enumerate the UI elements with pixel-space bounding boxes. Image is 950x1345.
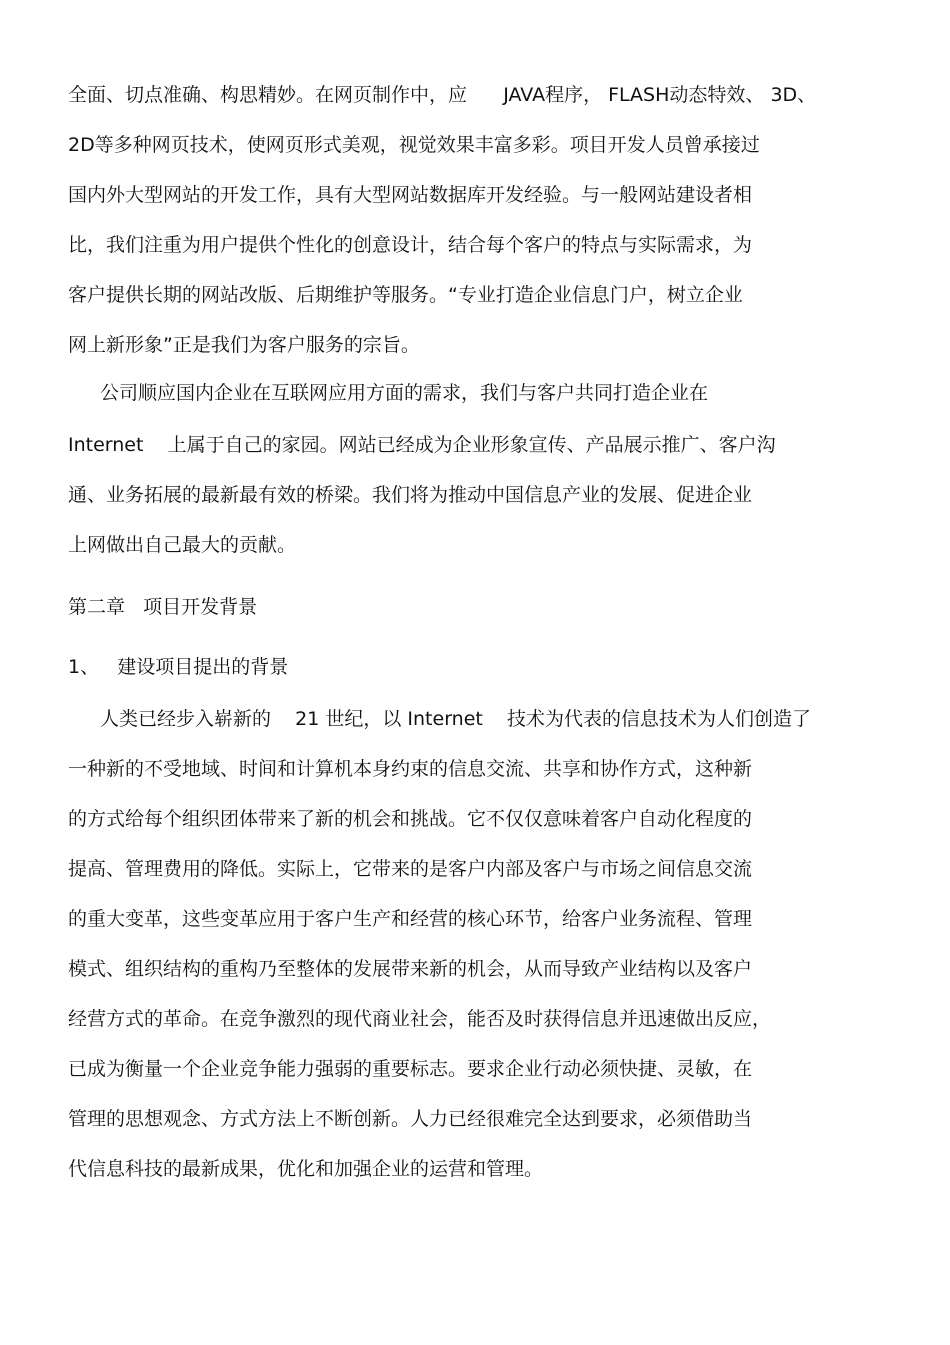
paragraph-line: 的重大变革，这些变革应用于客户生产和经营的核心环节，给客户业务流程、管理 [68, 908, 753, 930]
paragraph-line: 通、业务拓展的最新最有效的桥梁。我们将为推动中国信息产业的发展、促进企业 [68, 484, 753, 506]
section-heading: 1、 建设项目提出的背景 [68, 656, 289, 678]
paragraph-line: 已成为衡量一个企业竞争能力强弱的重要标志。要求企业行动必须快捷、灵敏，在 [68, 1058, 753, 1080]
paragraph-line: 公司顺应国内企业在互联网应用方面的需求，我们与客户共同打造企业在 [100, 382, 709, 404]
paragraph-line: 人类已经步入崭新的 21 世纪，以 Internet 技术为代表的信息技术为人们创造了 [100, 708, 812, 730]
paragraph-line: 网上新形象”正是我们为客户服务的宗旨。 [68, 334, 420, 356]
paragraph-line: 国内外大型网站的开发工作，具有大型网站数据库开发经验。与一般网站建设者相 [68, 184, 753, 206]
paragraph-line: 管理的思想观念、方式方法上不断创新。人力已经很难完全达到要求，必须借助当 [68, 1108, 753, 1130]
paragraph-line: 全面、切点准确、构思精妙。在网页制作中，应 JAVA程序， FLASH动态特效、 3D、 [68, 84, 817, 106]
paragraph-line: 客户提供长期的网站改版、后期维护等服务。“专业打造企业信息门户，树立企业 [68, 284, 743, 306]
paragraph-line: 模式、组织结构的重构乃至整体的发展带来新的机会，从而导致产业结构以及客户 [68, 958, 753, 980]
paragraph-line: 代信息科技的最新成果，优化和加强企业的运营和管理。 [68, 1158, 544, 1180]
paragraph-line: 的方式给每个组织团体带来了新的机会和挑战。它不仅仅意味着客户自动化程度的 [68, 808, 753, 830]
paragraph-line: 上网做出自己最大的贡献。 [68, 534, 297, 556]
paragraph-line: 经营方式的革命。在竞争激烈的现代商业社会，能否及时获得信息并迅速做出反应， [68, 1008, 772, 1030]
paragraph-line: 比，我们注重为用户提供个性化的创意设计，结合每个客户的特点与实际需求，为 [68, 234, 753, 256]
chapter-heading: 第二章 项目开发背景 [68, 596, 258, 618]
paragraph-line: 一种新的不受地域、时间和计算机本身约束的信息交流、共享和协作方式，这种新 [68, 758, 753, 780]
paragraph-line: 2D等多种网页技术，使网页形式美观，视觉效果丰富多彩。项目开发人员曾承接过 [68, 134, 760, 156]
paragraph-line: 提高、管理费用的降低。实际上，它带来的是客户内部及客户与市场之间信息交流 [68, 858, 753, 880]
paragraph-line: Internet 上属于自己的家园。网站已经成为企业形象宣传、产品展示推广、客户沟 [68, 434, 776, 456]
